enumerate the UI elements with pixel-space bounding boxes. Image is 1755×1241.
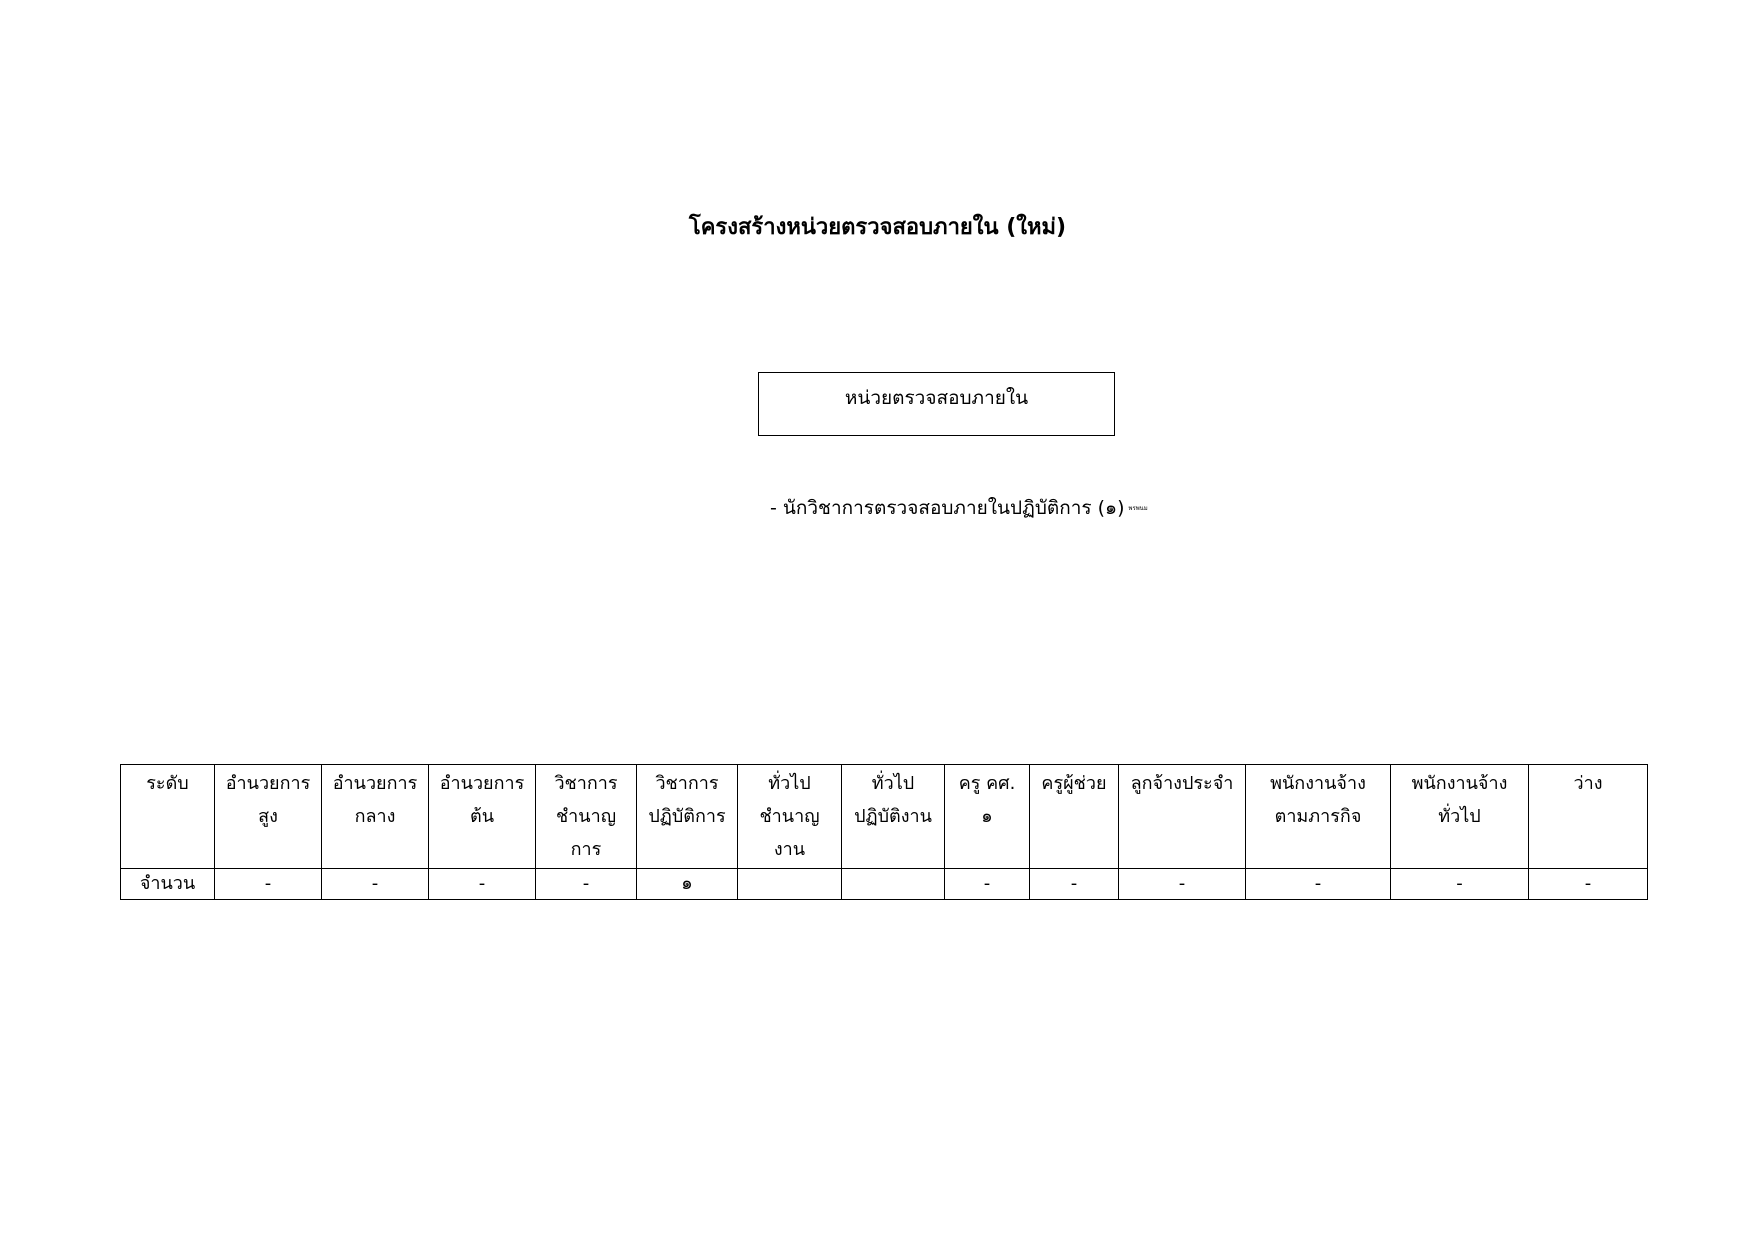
staffing-table <box>120 764 1648 900</box>
count-cell-vacant: - <box>1529 869 1648 900</box>
unit-box-label: หน่วยตรวจสอบภายใน <box>844 387 1029 409</box>
count-cell-assistant-teacher: - <box>1030 869 1119 900</box>
count-cell-general-operational <box>842 869 945 900</box>
header-cell-middle-executive: อำนวยการ กลาง <box>322 765 429 869</box>
header-cell-professional-practitioner: วิชาการ ปฏิบัติการ <box>637 765 738 869</box>
count-cell-junior-executive: - <box>429 869 536 900</box>
header-cell-junior-executive: อำนวยการ ต้น <box>429 765 536 869</box>
count-cell-label: จำนวน <box>121 869 215 900</box>
header-cell-senior-executive: อำนวยการ สูง <box>215 765 322 869</box>
header-cell-general-employee: พนักงานจ้าง ทั่วไป <box>1391 765 1529 869</box>
unit-box <box>758 372 1115 436</box>
header-cell-professional-expert: วิชาการ ชำนาญ การ <box>536 765 637 869</box>
header-cell-level: ระดับ <box>121 765 215 869</box>
count-cell-mission-employee: - <box>1246 869 1391 900</box>
count-cell-senior-executive: - <box>215 869 322 900</box>
position-note: พรพนม <box>1128 504 1148 512</box>
header-cell-general-experienced: ทั่วไป ชำนาญ งาน <box>738 765 842 869</box>
count-cell-middle-executive: - <box>322 869 429 900</box>
header-cell-teacher-level-1: ครู คศ. ๑ <box>945 765 1030 869</box>
header-cell-assistant-teacher: ครูผู้ช่วย <box>1030 765 1119 869</box>
header-cell-vacant: ว่าง <box>1529 765 1648 869</box>
table-count-row <box>121 869 1648 900</box>
count-cell-teacher-level-1: - <box>945 869 1030 900</box>
count-cell-general-experienced <box>738 869 842 900</box>
count-cell-professional-expert: - <box>536 869 637 900</box>
header-cell-mission-employee: พนักงานจ้าง ตามภารกิจ <box>1246 765 1391 869</box>
position-line-text: - นักวิชาการตรวจสอบภายในปฏิบัติการ (๑) <box>770 497 1125 519</box>
header-cell-permanent-employee: ลูกจ้างประจำ <box>1119 765 1246 869</box>
header-cell-general-operational: ทั่วไป ปฏิบัติงาน <box>842 765 945 869</box>
count-cell-permanent-employee: - <box>1119 869 1246 900</box>
count-cell-professional-practitioner: ๑ <box>637 869 738 900</box>
table-header-row <box>121 765 1648 869</box>
position-line <box>770 494 1148 523</box>
count-cell-general-employee: - <box>1391 869 1529 900</box>
document-title: โครงสร้างหน่วยตรวจสอบภายใน (ใหม่) <box>688 215 1067 240</box>
